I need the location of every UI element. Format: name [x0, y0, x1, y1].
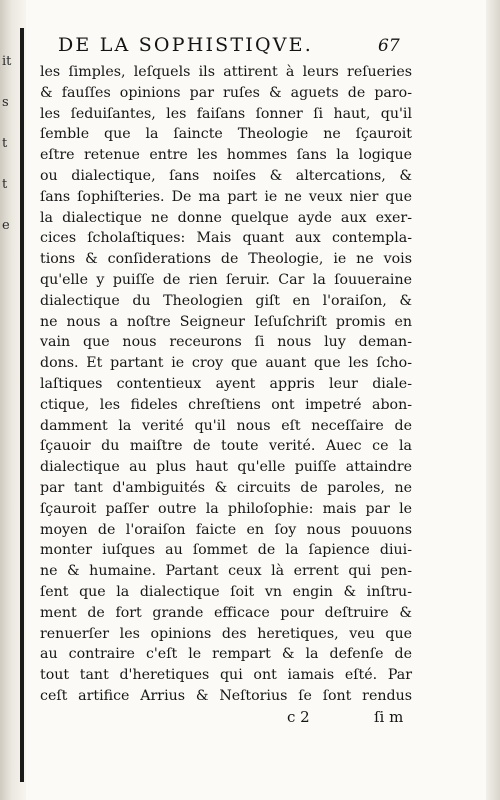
- body-text: [40, 62, 412, 707]
- text-line: les ſimples, leſquels ils attirent à leurs reſueries: [40, 64, 412, 80]
- margin-glyph: [2, 382, 18, 423]
- text-line: tions & conſiderations de Theologie, ie ne vois: [40, 251, 412, 268]
- margin-glyph: [2, 300, 18, 341]
- text-line: par tant d'ambiguités & circuits de paroles, ne: [40, 479, 412, 496]
- margin-glyph-column: [2, 54, 18, 710]
- margin-glyph: [2, 341, 18, 382]
- page-number: 67: [378, 36, 400, 56]
- text-line: ſent que la dialectique ſoit vn engin & inſtru-: [40, 583, 412, 600]
- margin-glyph: t: [2, 136, 8, 151]
- text-line: dialectique du Theologien giſt en l'oraiſon, &: [40, 292, 412, 309]
- margin-glyph: t: [2, 177, 8, 192]
- text-line: dons. Et partant ie croy que auant que les ſcho-: [40, 355, 412, 372]
- margin-glyph: [2, 464, 18, 505]
- text-line: qu'elle y puiſſe de rien ſeruir. Car la ſouueraine: [40, 271, 412, 288]
- margin-glyph: [2, 505, 18, 546]
- text-line: monter iuſques au ſommet de la ſapience diui-: [40, 542, 412, 559]
- margin-glyph: [2, 628, 18, 669]
- text-line: laſtiques contentieux ayent appris leur diale-: [40, 375, 412, 392]
- margin-glyph: [2, 423, 18, 464]
- margin-glyph: s: [2, 95, 9, 110]
- margin-glyph: e: [2, 218, 10, 233]
- text-line: ſemble que la ſaincte Theologie ne ſçauroit: [40, 126, 412, 143]
- page-edge-shadow: [486, 0, 500, 800]
- text-line: vain que nous receurons ſi nous luy deman-: [40, 334, 412, 351]
- text-line: ſçauoir du maiſtre de toute verité. Auec ce la: [40, 438, 412, 455]
- text-line: moyen de l'oraiſon faicte en ſoy nous pouuons: [40, 521, 412, 538]
- margin-glyph: [2, 546, 18, 587]
- catchword: ſi m: [374, 708, 404, 726]
- text-line: cices ſcholaſtiques: Mais quant aux contempla-: [40, 230, 412, 247]
- text-line: tout tant d'heretiques qui ont iamais eſté. Par: [40, 667, 412, 684]
- running-head: DE LA SOPHISTIQVE.: [58, 34, 313, 56]
- text-line: eſtre retenue entre les hommes ſans la logique: [40, 147, 412, 164]
- margin-glyph: [2, 669, 18, 710]
- text-line: ctique, les fideles chreſtiens ont impetré abon-: [40, 396, 412, 413]
- margin-glyph: [2, 587, 18, 628]
- text-line: ment de fort grande efficace pour deſtruire &: [40, 604, 412, 621]
- signature-mark: c 2: [287, 708, 310, 726]
- text-line: ſçauroit paſſer outre la philoſophie: mais par le: [40, 500, 412, 517]
- text-line: & fauſſes opinions par ruſes & aguets de paro-: [40, 84, 412, 101]
- text-line: ſans ſophiſteries. De ma part ie ne veux nier que: [40, 188, 412, 205]
- text-line: ne nous a noſtre Seigneur Ieſuſchriſt promis en: [40, 313, 412, 330]
- margin-glyph: it: [2, 54, 12, 69]
- text-line: damment la verité qu'il nous eſt neceſſaire de: [40, 417, 412, 434]
- text-line: renuerſer les opinions des heretiques, veu que: [40, 625, 412, 642]
- text-line: les ſeduiſantes, les faiſans ſonner ſi haut, qu'il: [40, 105, 412, 122]
- text-line: ceſt artifice Arrius & Neſtorius ſe ſont rendus: [40, 687, 412, 704]
- text-line: ou dialectique, ſans noiſes & altercations, &: [40, 167, 412, 184]
- text-line: la dialectique ne donne quelque ayde aux exer-: [40, 209, 412, 226]
- text-line: ne & humaine. Partant ceux là errent qui pen-: [40, 563, 412, 580]
- gutter-rule: [20, 28, 24, 782]
- text-line: au contraire c'eſt le rempart & la defenſe de: [40, 646, 412, 663]
- margin-glyph: [2, 259, 18, 300]
- text-line: dialectique au plus haut qu'elle puiſſe attaindre: [40, 459, 412, 476]
